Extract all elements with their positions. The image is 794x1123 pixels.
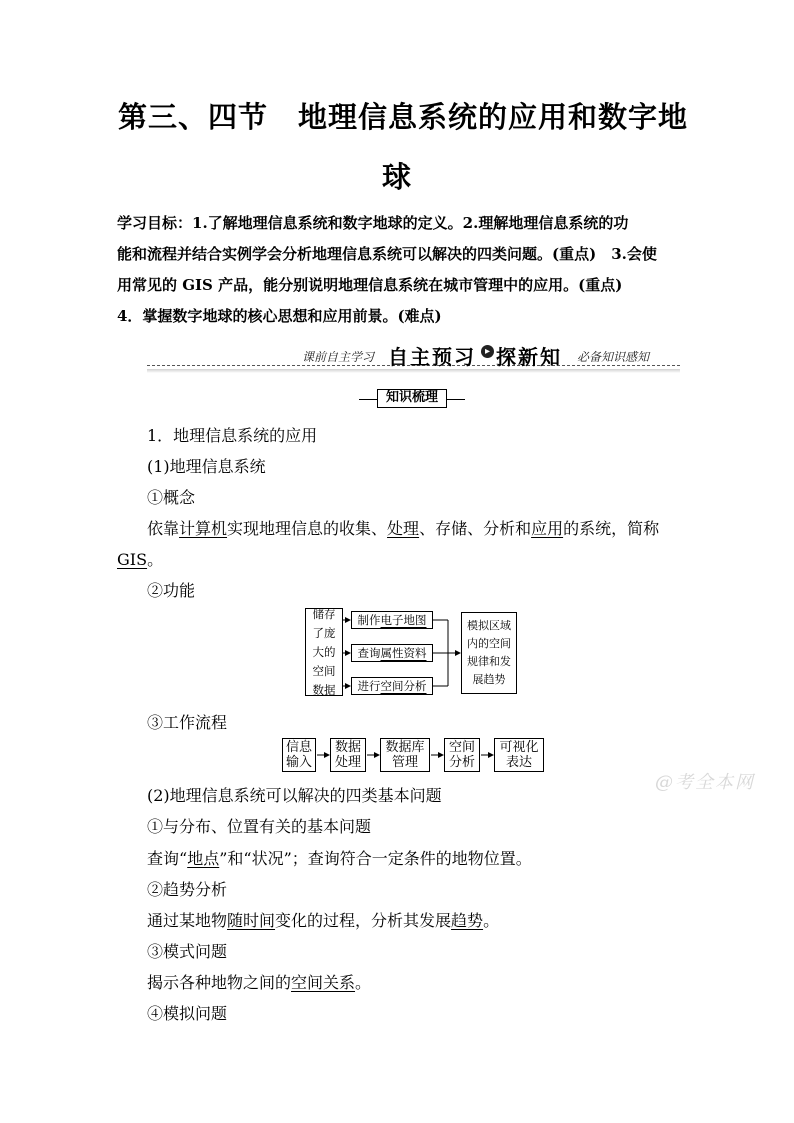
diagram-function-box-2: 查询 属性资料	[351, 644, 433, 662]
problem-1-text: 查询“地点”和“状况”；查询符合一定条件的地物位置。	[147, 849, 532, 868]
workflow-step-5: 可视化 表达	[494, 738, 544, 772]
subheading-four-problems: (2)地理信息系统可以解决的四类基本问题	[147, 786, 442, 805]
workflow-step-1: 信息 输入	[282, 738, 316, 772]
blank-gis: GIS	[117, 550, 148, 569]
objectives-line-4: 4．掌握数字地球的核心思想和应用前景。(难点)	[117, 307, 442, 325]
diagram-storage-box: 储存 了庞 大的 空间 数据	[305, 608, 343, 696]
diagram-function-box-3: 进行 空间分析	[351, 677, 433, 695]
concept-paragraph-line-2: GIS。	[117, 550, 164, 569]
page-title-line-2: 球	[382, 160, 413, 194]
label-function: ②功能	[147, 581, 196, 600]
function-diagram-arrows	[300, 600, 530, 705]
subheading-gis: (1)地理信息系统	[147, 457, 266, 476]
label-concept: ①概念	[147, 488, 196, 507]
banner-main-title-1: 自主预习	[388, 345, 476, 369]
section-label-knowledge: 知识梳理	[377, 389, 447, 408]
workflow-step-2: 数据 处理	[330, 738, 366, 772]
objectives-line-2: 能和流程并结合实例学会分析地理信息系统可以解决的四类问题。(重点) 3.会使	[117, 245, 657, 263]
blank-computer: 计算机	[179, 519, 228, 538]
heading-gis-application: 1．地理信息系统的应用	[147, 426, 318, 445]
arrow-circle-icon: ▸	[481, 345, 494, 358]
problem-3-text: 揭示各种地物之间的空间关系。	[147, 973, 372, 992]
banner-right-label: 必备知识感知	[577, 350, 650, 364]
blank-location: 地点	[187, 849, 220, 868]
banner-left-label: 课前自主学习	[302, 350, 375, 364]
workflow-step-3: 数据库 管理	[380, 738, 430, 772]
watermark: @考全本网	[655, 772, 755, 793]
blank-over-time: 随时间	[227, 911, 276, 930]
diagram-simulation-box: 模拟区域 内的空间 规律和发 展趋势	[461, 612, 517, 694]
workflow-step-4: 空间 分析	[444, 738, 480, 772]
diagram-function-box-1: 制作 电子地图	[351, 611, 433, 629]
label-problem-2: ②趋势分析	[147, 880, 228, 899]
blank-spatial-relation: 空间关系	[291, 973, 356, 992]
concept-paragraph-line-1: 依靠计算机实现地理信息的收集、处理、存储、分析和应用的系统，简称	[147, 519, 660, 538]
label-problem-3: ③模式问题	[147, 942, 228, 961]
label-problem-4: ④模拟问题	[147, 1004, 228, 1023]
workflow-arrows	[270, 735, 560, 780]
page-title-line-1: 第三、四节 地理信息系统的应用和数字地	[118, 100, 689, 134]
label-workflow: ③工作流程	[147, 713, 228, 732]
banner-main-title-2: 探新知	[496, 345, 562, 369]
objectives-line-1: 学习目标：1.了解地理信息系统和数字地球的定义。2.理解地理信息系统的功	[117, 214, 629, 232]
problem-2-text: 通过某地物随时间变化的过程，分析其发展趋势。	[147, 911, 500, 930]
objectives-line-3: 用常见的 GIS 产品，能分别说明地理信息系统在城市管理中的应用。(重点)	[117, 276, 623, 294]
label-problem-1: ①与分布、位置有关的基本问题	[147, 817, 372, 836]
blank-application: 应用	[531, 519, 564, 538]
blank-processing: 处理	[387, 519, 420, 538]
blank-trend: 趋势	[451, 911, 484, 930]
